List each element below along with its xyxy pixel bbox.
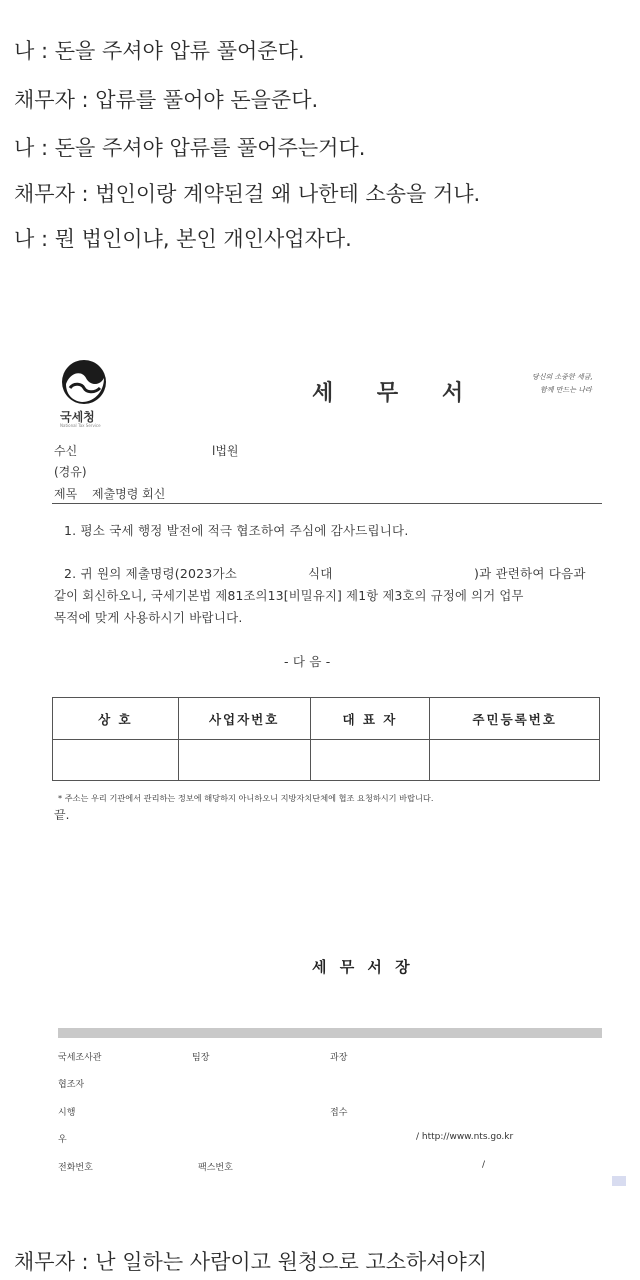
- footer-officer: 국세조사관: [58, 1053, 102, 1063]
- footer-enforcement: 시행: [58, 1108, 76, 1118]
- logo-subtext: National Tax Service: [60, 423, 101, 428]
- table-cell: [53, 740, 179, 781]
- table-cell: [178, 740, 310, 781]
- table-header-trade-name: 상 호: [53, 698, 179, 740]
- footer-cooperator: 협조자: [58, 1080, 85, 1090]
- paragraph-1: 1. 평소 국세 행정 발전에 적극 협조하여 주심에 감사드립니다.: [64, 523, 409, 538]
- dialogue-bottom-line: 채무자 : 난 일하는 사람이고 원청으로 고소하셔야지: [14, 1250, 488, 1274]
- footer-website: / http://www.nts.go.kr: [416, 1132, 514, 1142]
- footer-postal: 우: [58, 1135, 67, 1145]
- dialogue-line-5: 나 : 뭔 법인이냐, 본인 개인사업자다.: [14, 227, 352, 251]
- recipient-value: l법원: [212, 444, 239, 458]
- subject-underline: [52, 503, 602, 504]
- slogan-handwriting: [532, 370, 602, 400]
- tax-office-document: [0, 300, 640, 1230]
- table-header-representative: 대 표 자: [310, 698, 430, 740]
- document-title: 세 무 서: [312, 381, 482, 406]
- dialogue-line-2: 채무자 : 압류를 풀어야 돈을준다.: [14, 88, 319, 112]
- logo-text: 국세청: [60, 410, 95, 424]
- table-header-business-number: 사업자번호: [178, 698, 310, 740]
- nts-logo-icon: [60, 358, 108, 406]
- footer-fax-separator: /: [482, 1160, 486, 1170]
- end-mark: 끝.: [54, 808, 70, 822]
- paragraph-2-line-2: 같이 회신하오니, 국세기본법 제81조의13[비밀유지] 제1항 제3호의 규정에 의거 업무: [54, 589, 524, 603]
- address-note: * 주소는 우리 기관에서 관리하는 정보에 해당하지 아니하오니 지방자치단체에 협조 요청하시기 바랍니다.: [58, 793, 434, 803]
- dialogue-line-4: 채무자 : 법인이랑 계약된걸 왜 나한테 소송을 거냐.: [14, 182, 481, 206]
- footer-phone: 전화번호: [58, 1163, 93, 1173]
- table-header-row: [53, 698, 600, 740]
- signature-title: 세 무 서 장: [312, 958, 414, 976]
- subject-label: 제목: [54, 487, 78, 501]
- paragraph-2-end: )과 관련하여 다음과: [474, 566, 586, 581]
- footer-section-chief: 과장: [330, 1053, 348, 1063]
- taxpayer-info-table: [52, 697, 600, 781]
- paragraph-2-line-3: 목적에 맞게 사용하시기 바랍니다.: [54, 610, 243, 625]
- footer-receipt: 접수: [330, 1108, 348, 1118]
- recipient-label: 수신: [54, 444, 78, 458]
- slogan-line-1: 당신의 소중한 세금,: [532, 373, 593, 381]
- paragraph-2-item: 식대: [308, 566, 333, 581]
- via-label: (경유): [54, 465, 87, 479]
- table-row: [53, 740, 600, 781]
- table-cell: [310, 740, 430, 781]
- table-header-resident-number: 주민등록번호: [430, 698, 600, 740]
- footer-band: [58, 1028, 602, 1038]
- table-cell: [430, 740, 600, 781]
- scan-artifact: [612, 1176, 626, 1186]
- footer-fax: 팩스번호: [198, 1163, 233, 1173]
- dialogue-line-3: 나 : 돈을 주셔야 압류를 풀어주는거다.: [14, 136, 366, 160]
- dialogue-line-1: 나 : 돈을 주셔야 압류 풀어준다.: [14, 39, 305, 63]
- slogan-line-2: 함께 만드는 나라: [540, 386, 592, 394]
- paragraph-2-start: 2. 귀 원의 제출명령(2023가소: [64, 566, 238, 581]
- footer-team-lead: 팀장: [192, 1053, 210, 1063]
- section-marker: - 다 음 -: [284, 654, 331, 669]
- subject-value: 제출명령 회신: [92, 487, 166, 501]
